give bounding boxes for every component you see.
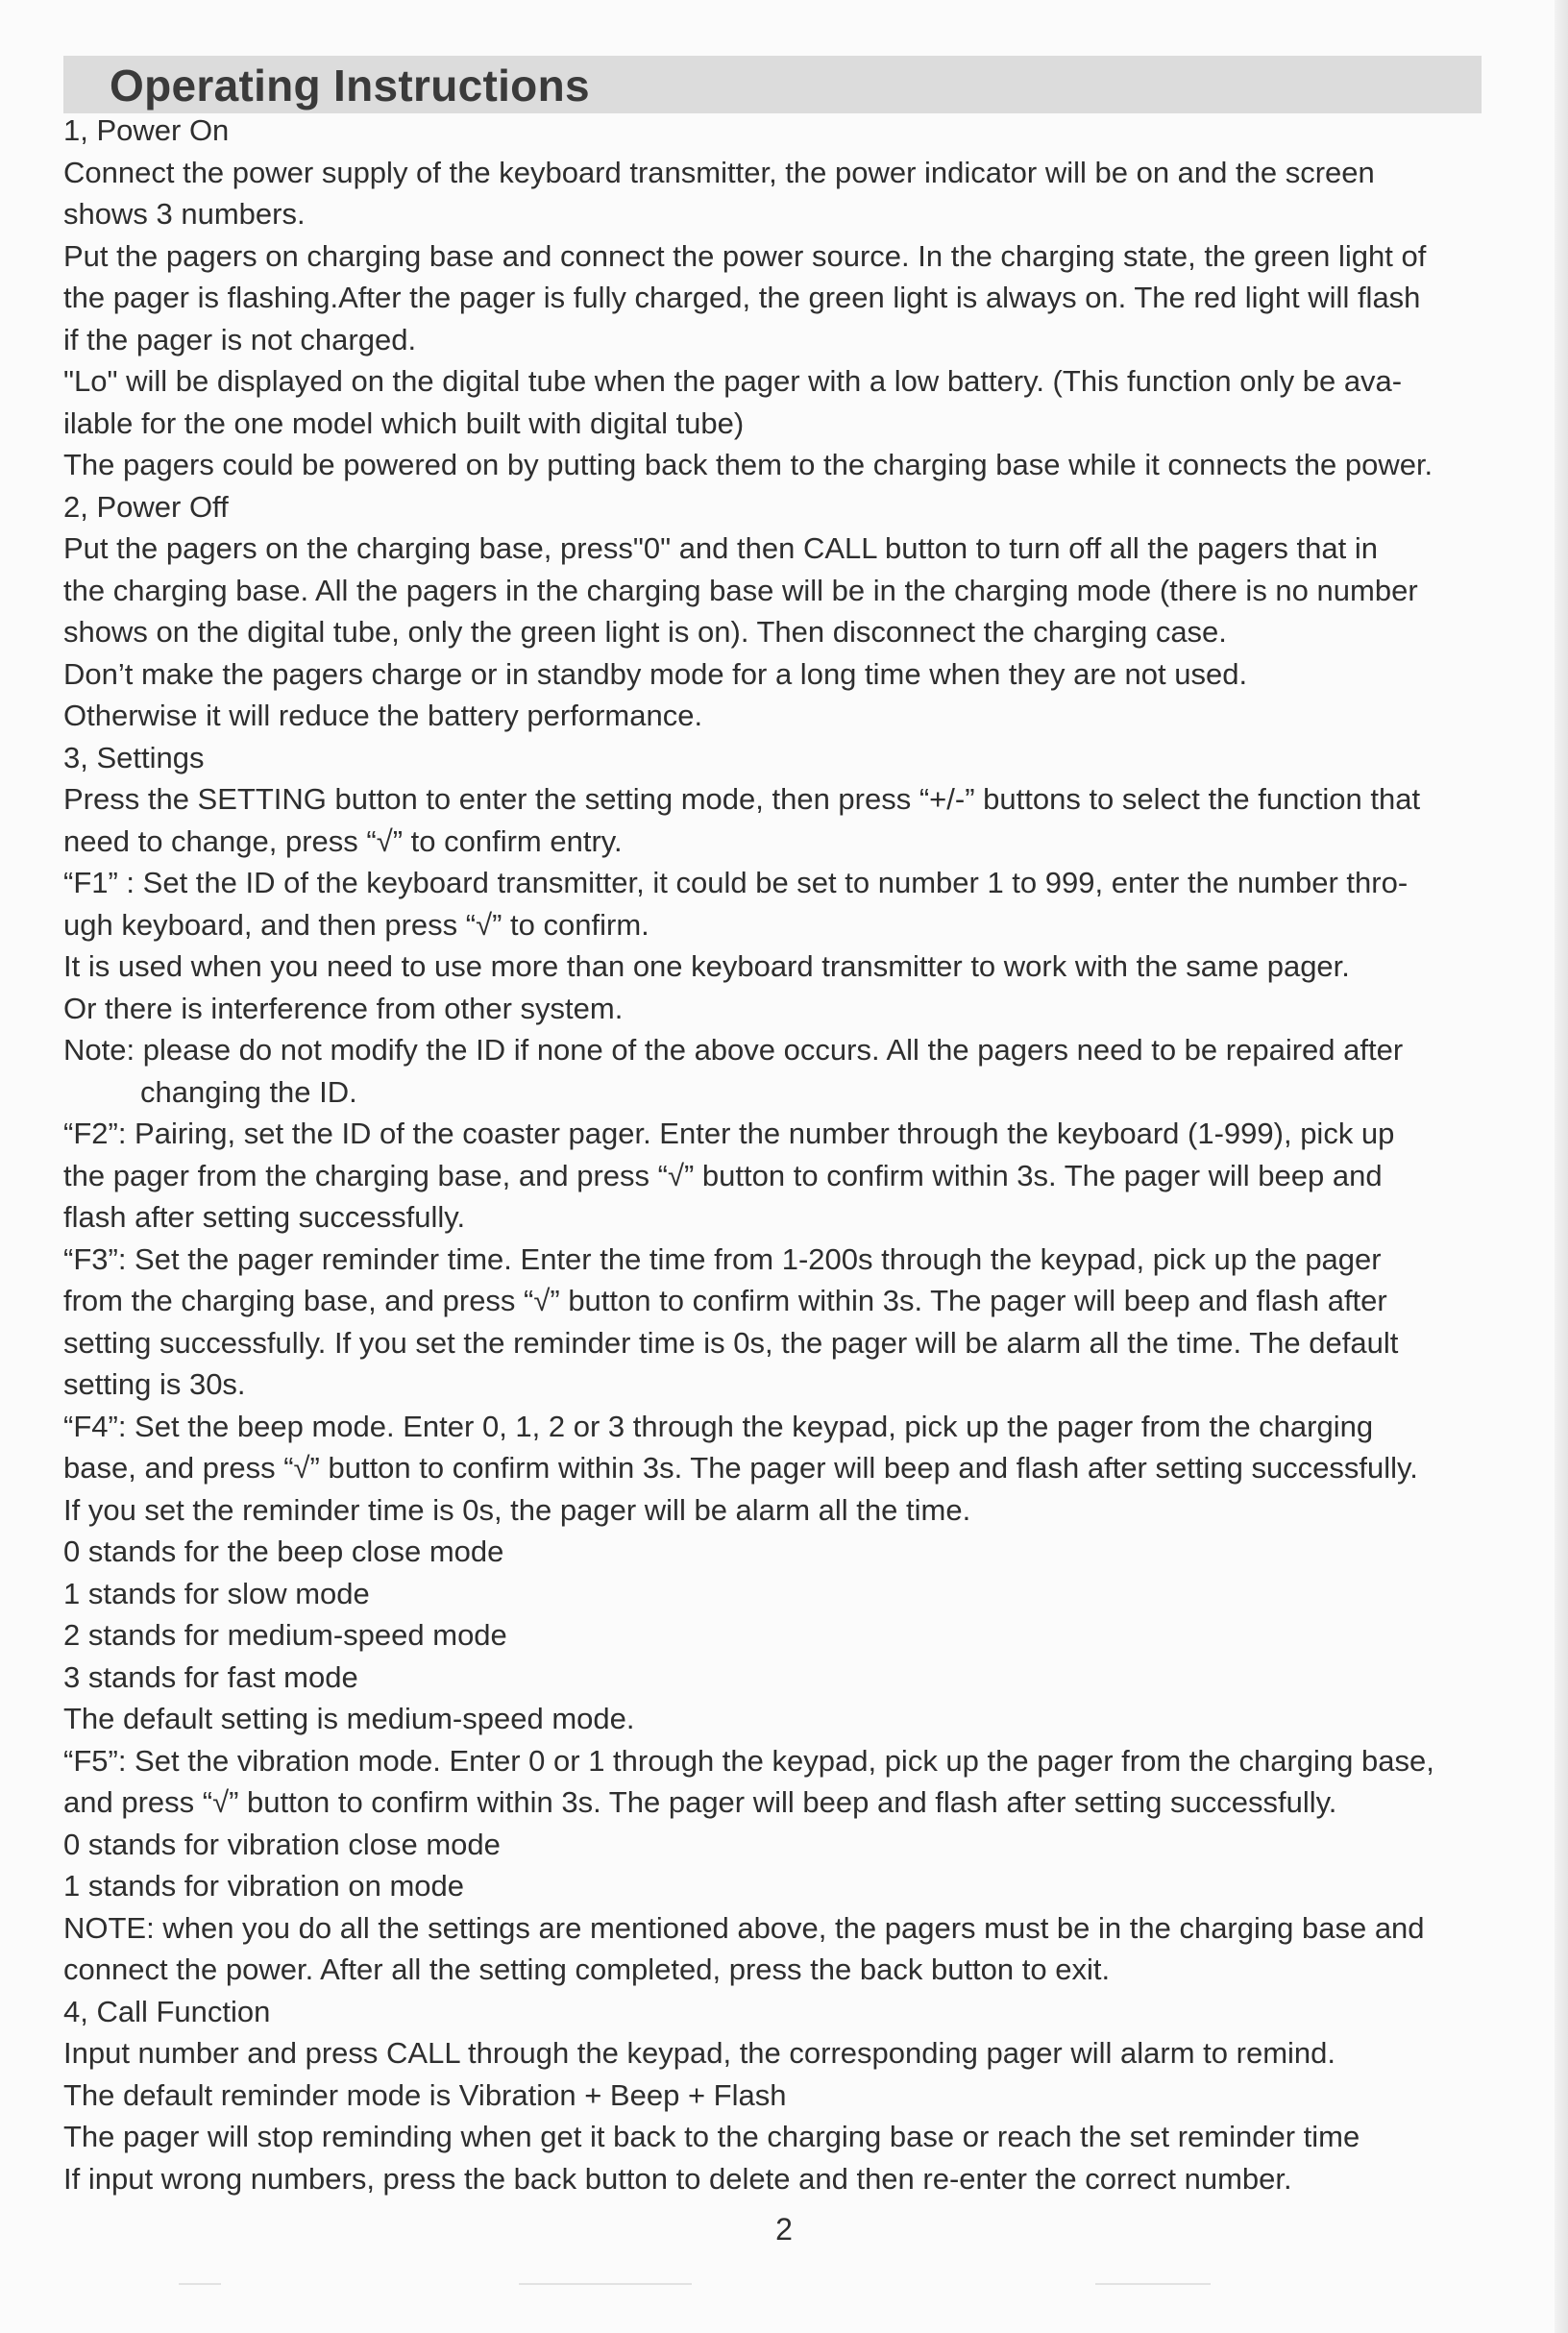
text-line: The default reminder mode is Vibration + Beep + Flash xyxy=(63,2077,787,2112)
text-line: 1 stands for vibration on mode xyxy=(63,1869,465,1903)
text-line: 0 stands for vibration close mode xyxy=(63,1827,501,1861)
footer-mark xyxy=(1095,2283,1211,2285)
text-line: Don’t make the pagers charge or in standby mode for a long time when they are not used. xyxy=(63,656,1248,691)
text-line: 1 stands for slow mode xyxy=(63,1576,370,1610)
page-number: 2 xyxy=(775,2212,793,2247)
text-line: the charging base. All the pagers in the charging base will be in the charging mode (there is no number xyxy=(63,573,1418,607)
text-line: If you set the reminder time is 0s, the pager will be alarm all the time. xyxy=(63,1492,971,1527)
text-line: Note: please do not modify the ID if none of the above occurs. All the pagers need to be repaired after xyxy=(63,1033,1404,1067)
text-line: The default setting is medium-speed mode. xyxy=(63,1702,635,1735)
section-title-bar xyxy=(63,56,1482,113)
text-line: need to change, press “√” to confirm entry. xyxy=(63,823,623,858)
text-line: and press “√” button to confirm within 3s. The pager will beep and flash after setting successfully. xyxy=(63,1785,1337,1819)
text-line: “F5”: Set the vibration mode. Enter 0 or 1 through the keypad, pick up the pager from the charging base, xyxy=(63,1743,1434,1778)
text-line: setting is 30s. xyxy=(63,1367,246,1401)
text-line: ilable for the one model which built with digital tube) xyxy=(63,405,745,440)
text-line: Input number and press CALL through the keypad, the corresponding pager will alarm to remind. xyxy=(63,2036,1335,2070)
text-line: If input wrong numbers, press the back button to delete and then re-enter the correct number. xyxy=(63,2161,1292,2196)
text-line: if the pager is not charged. xyxy=(63,322,417,356)
text-line: "Lo" will be displayed on the digital tube when the pager with a low battery. (This function only be ava- xyxy=(63,364,1403,398)
text-line: The pagers could be powered on by putting back them to the charging base while it connects the power. xyxy=(63,448,1433,481)
text-line: Put the pagers on charging base and connect the power source. In the charging state, the green light of xyxy=(63,238,1427,273)
text-line: Connect the power supply of the keyboard transmitter, the power indicator will be on and the screen xyxy=(63,155,1375,189)
text-line: shows on the digital tube, only the green light is on). Then disconnect the charging case. xyxy=(63,615,1227,649)
text-line: The pager will stop reminding when get it back to the charging base or reach the set reminder time xyxy=(63,2120,1360,2153)
text-line: setting successfully. If you set the reminder time is 0s, the pager will be alarm all the time. The default xyxy=(63,1325,1399,1360)
instructions-body xyxy=(63,110,1495,2199)
text-line: shows 3 numbers. xyxy=(63,197,306,231)
text-line: Press the SETTING button to enter the setting mode, then press “+/-” buttons to select the function that xyxy=(63,782,1421,816)
text-line: ugh keyboard, and then press “√” to confirm. xyxy=(63,907,649,942)
text-line: base, and press “√” button to confirm within 3s. The pager will beep and flash after setting successfully. xyxy=(63,1451,1418,1485)
text-line: 4, Call Function xyxy=(63,1994,271,2028)
text-line: It is used when you need to use more than one keyboard transmitter to work with the same pager. xyxy=(63,949,1350,983)
text-line: Put the pagers on the charging base, press"0" and then CALL button to turn off all the pagers that in xyxy=(63,531,1378,565)
text-line: flash after setting successfully. xyxy=(63,1200,466,1234)
text-line: NOTE: when you do all the settings are mentioned above, the pagers must be in the charging base and xyxy=(63,1910,1425,1945)
text-line: 3, Settings xyxy=(63,740,205,774)
text-line: changing the ID. xyxy=(140,1074,357,1109)
text-line: the pager is flashing.After the pager is fully charged, the green light is always on. The red light will flash xyxy=(63,281,1421,314)
footer-mark xyxy=(519,2283,692,2285)
page-title: Operating Instructions xyxy=(110,61,590,111)
text-line: “F1” : Set the ID of the keyboard transmitter, it could be set to number 1 to 999, enter the number thro- xyxy=(63,866,1409,899)
text-line: from the charging base, and press “√” button to confirm within 3s. The pager will beep and flash after xyxy=(63,1284,1387,1317)
text-line: “F2”: Pairing, set the ID of the coaster pager. Enter the number through the keyboard (1-999), pick up xyxy=(63,1117,1395,1150)
footer-mark xyxy=(179,2283,221,2285)
text-line: “F4”: Set the beep mode. Enter 0, 1, 2 or 3 through the keypad, pick up the pager from the charging xyxy=(63,1409,1374,1443)
text-line: Otherwise it will reduce the battery performance. xyxy=(63,699,703,732)
page-edge-shadow xyxy=(1555,0,1568,2333)
text-line: Or there is interference from other system. xyxy=(63,991,624,1025)
text-line: 3 stands for fast mode xyxy=(63,1659,358,1694)
text-line: 2 stands for medium-speed mode xyxy=(63,1618,507,1652)
text-line: “F3”: Set the pager reminder time. Enter the time from 1-200s through the keypad, pick up the pager xyxy=(63,1241,1382,1276)
text-line: 0 stands for the beep close mode xyxy=(63,1535,504,1568)
text-line: 2, Power Off xyxy=(63,489,229,524)
text-line: connect the power. After all the setting completed, press the back button to exit. xyxy=(63,1952,1111,1986)
text-line: 1, Power On xyxy=(63,113,230,147)
text-line: the pager from the charging base, and press “√” button to confirm within 3s. The pager will beep and xyxy=(63,1158,1383,1192)
